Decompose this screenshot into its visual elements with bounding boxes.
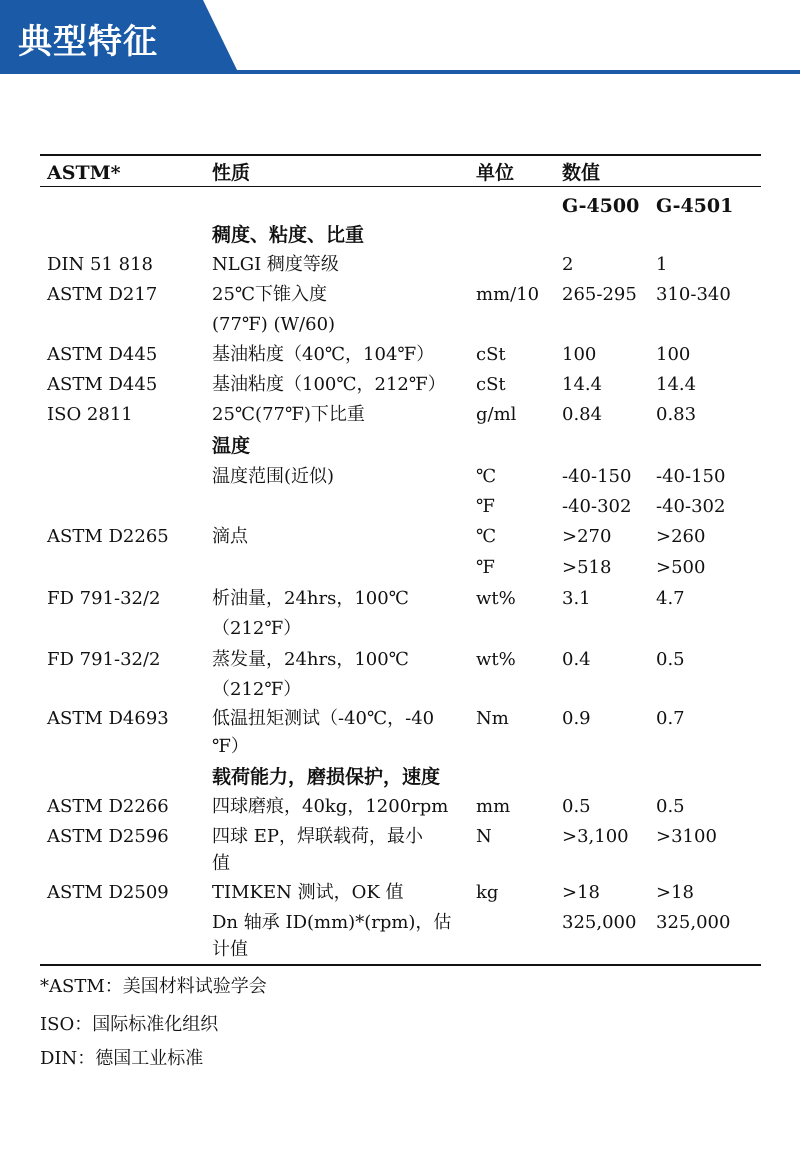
- footnote-astm: *ASTM：美国材料试验学会: [40, 976, 267, 997]
- row-value-g4501: 14.4: [656, 374, 697, 395]
- header-unit: 单位: [476, 162, 515, 184]
- row-value-g4500: >270: [562, 526, 612, 547]
- row-property: 滴点: [212, 526, 248, 547]
- row-value-g4501: >18: [656, 882, 694, 903]
- row-value-g4501: 4.7: [656, 588, 685, 609]
- row-value-g4500: 0.5: [562, 796, 591, 817]
- row-astm: FD 791-32/2: [47, 588, 161, 609]
- row-unit: kg: [476, 882, 499, 903]
- row-astm: ASTM D217: [47, 284, 158, 305]
- row-value-g4501: >260: [656, 526, 706, 547]
- row-value-g4500: 325,000: [562, 912, 637, 933]
- row-property: 25℃(77℉)下比重: [212, 404, 365, 425]
- row-property: 温度范围(近似): [212, 466, 335, 487]
- banner-underline: [0, 70, 800, 74]
- row-value-g4500: >3,100: [562, 826, 629, 847]
- row-value-g4500: 14.4: [562, 374, 603, 395]
- row-property: 四球磨痕，40kg，1200rpm: [212, 796, 449, 817]
- footnote-din: DIN：德国工业标准: [40, 1048, 204, 1069]
- row-value-g4501: 1: [656, 254, 668, 275]
- row-unit: wt%: [476, 649, 516, 670]
- row-unit: ℃: [476, 526, 497, 547]
- row-property-cont: 值: [212, 853, 230, 874]
- row-astm: ISO 2811: [47, 404, 133, 425]
- row-unit: ℉: [476, 496, 495, 517]
- row-property-cont: （212℉）: [212, 679, 302, 700]
- row-property: 低温扭矩测试（-40℃，-40: [212, 708, 435, 729]
- row-value-g4500: >518: [562, 557, 612, 578]
- row-astm: ASTM D445: [47, 344, 158, 365]
- row-unit: g/ml: [476, 404, 517, 425]
- row-unit: mm: [476, 796, 511, 817]
- row-astm: DIN 51 818: [47, 254, 153, 275]
- row-property-cont: ℉）: [212, 736, 249, 757]
- table-header-rule: [40, 186, 761, 187]
- row-value-g4501: 0.83: [656, 404, 697, 425]
- product-g4500: G-4500: [562, 195, 640, 217]
- row-value-g4501: >3100: [656, 826, 717, 847]
- row-astm: ASTM D2596: [47, 826, 169, 847]
- row-property: 基油粘度（40℃，104℉）: [212, 344, 435, 365]
- row-value-g4501: 0.7: [656, 708, 685, 729]
- row-value-g4501: 0.5: [656, 796, 685, 817]
- row-value-g4500: >18: [562, 882, 600, 903]
- row-unit: Nm: [476, 708, 509, 729]
- header-astm: ASTM*: [47, 162, 121, 184]
- page-title: 典型特征: [18, 22, 158, 62]
- table-bottom-rule: [40, 964, 761, 966]
- row-property: 25℃下锥入度: [212, 284, 328, 305]
- row-property: 蒸发量，24hrs，100℃: [212, 649, 409, 670]
- row-unit: N: [476, 826, 492, 847]
- row-value-g4500: 0.4: [562, 649, 591, 670]
- row-value-g4500: 100: [562, 344, 597, 365]
- row-unit: wt%: [476, 588, 516, 609]
- row-property: TIMKEN 测试，OK 值: [212, 882, 404, 903]
- row-value-g4501: 100: [656, 344, 691, 365]
- row-property: Dn 轴承 ID(mm)*(rpm)，估: [212, 912, 452, 933]
- row-value-g4501: >500: [656, 557, 706, 578]
- row-property-cont: 计值: [212, 939, 248, 960]
- row-property: 四球 EP，焊联载荷，最小: [212, 826, 423, 847]
- row-astm: ASTM D4693: [47, 708, 169, 729]
- row-unit: cSt: [476, 344, 506, 365]
- row-value-g4500: 0.84: [562, 404, 603, 425]
- section-heading: 温度: [212, 435, 251, 457]
- row-astm: ASTM D2509: [47, 882, 169, 903]
- table-top-rule: [40, 154, 761, 156]
- footnote-iso: ISO：国际标准化组织: [40, 1014, 219, 1035]
- row-astm: ASTM D2265: [47, 526, 169, 547]
- row-unit: ℃: [476, 466, 497, 487]
- row-value-g4500: -40-302: [562, 496, 632, 517]
- row-value-g4500: -40-150: [562, 466, 632, 487]
- row-value-g4501: 325,000: [656, 912, 731, 933]
- section-heading: 载荷能力，磨损保护，速度: [212, 766, 441, 788]
- row-astm: ASTM D445: [47, 374, 158, 395]
- row-property-cont: （212℉）: [212, 618, 302, 639]
- row-property-cont: (77℉) (W/60): [212, 314, 336, 335]
- section-heading: 稠度、粘度、比重: [212, 224, 365, 246]
- row-property: NLGI 稠度等级: [212, 254, 339, 275]
- row-unit: ℉: [476, 557, 495, 578]
- row-value-g4501: -40-302: [656, 496, 726, 517]
- row-value-g4501: 0.5: [656, 649, 685, 670]
- header-value: 数值: [562, 162, 601, 184]
- row-value-g4500: 265-295: [562, 284, 637, 305]
- row-value-g4500: 0.9: [562, 708, 591, 729]
- row-astm: FD 791-32/2: [47, 649, 161, 670]
- row-astm: ASTM D2266: [47, 796, 169, 817]
- row-property: 析油量，24hrs，100℃: [212, 588, 409, 609]
- row-unit: mm/10: [476, 284, 540, 305]
- row-value-g4500: 3.1: [562, 588, 591, 609]
- row-value-g4501: -40-150: [656, 466, 726, 487]
- row-value-g4500: 2: [562, 254, 574, 275]
- product-g4501: G-4501: [656, 195, 734, 217]
- row-property: 基油粘度（100℃，212℉）: [212, 374, 446, 395]
- header-property: 性质: [212, 162, 251, 184]
- row-unit: cSt: [476, 374, 506, 395]
- row-value-g4501: 310-340: [656, 284, 731, 305]
